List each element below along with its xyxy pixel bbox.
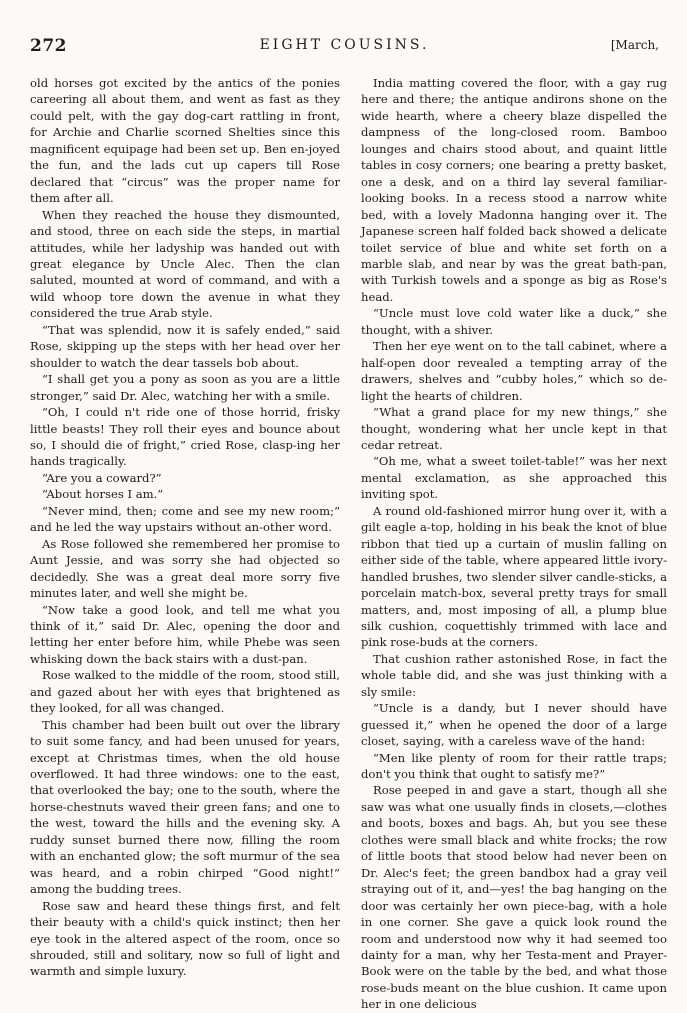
paragraph: “Now take a good look, and tell me what you think of it,” said Dr. Alec, opening the door and letting her enter before him, while Phebe was seen whisking down the back stairs with a dust-pan. (30, 602, 340, 666)
paragraph: As Rose followed she remembered her promise to Aunt Jessie, and was sorry she had objected so decidedly. She was a great deal more sorry five minutes later, and well she might be. (30, 536, 340, 601)
paragraph: old horses got excited by the antics of the ponies careering all about them, and went as fast as they could pelt, with the gay dog-cart rattling in front, for Archie and Charlie scorned Shelties since this magnificent equipage had been set up. Ben en-joyed the fun, and the lads cut up capers till Rose declared that “circus” was the proper name for them after all. (30, 76, 340, 206)
paragraph: “What a grand place for my new things,” she thought, wondering what her uncle kept in that cedar retreat. (361, 405, 667, 452)
paragraph: India matting covered the floor, with a gay rug here and there; the antique andirons shone on the wide hearth, where a cheery blaze dispelled the dampness of the long-closed room. Bamboo lounges and chairs stood about, and quaint little tables in cosy corners; one bearing a pretty basket, one a desk, and on a third lay several familiar-looking books. In a recess stood a narrow white bed, with a lovely Madonna hanging over it. The Japanese screen half folded back showed a delicate toilet service of blue and white set forth on a marble slab, and near by was the great bath-pan, with Turkish towels and a sponge as big as Rose's head. (361, 76, 667, 304)
page-number: 272 (30, 36, 67, 56)
paragraph: “I shall get you a pony as soon as you are a little stronger,” said Dr. Alec, watching her with a smile. (30, 372, 340, 403)
paragraph: “Uncle must love cold water like a duck,” she thought, with a shiver. (361, 306, 667, 337)
paragraph: “Men like plenty of room for their rattle traps; don't you think that ought to satisfy me?” (361, 750, 667, 782)
paragraph: “Uncle is a dandy, but I never should have guessed it,” when he opened the door of a large closet, saying, with a careless wave of the hand: (361, 701, 667, 749)
paragraph: “About horses I am.” (42, 487, 164, 502)
running-title: EIGHT COUSINS. (259, 37, 430, 53)
paragraph: “Oh, I could n't ride one of those horrid, frisky little beasts! They roll their eyes and bounce about so, I should die of fright,” cried Rose, clasp-ing her hands tragically. (30, 405, 340, 469)
paragraph: Then her eye went on to the tall cabinet, where a half-open door revealed a tempting array of the drawers, shelves and “cubby holes,” which so de-light the hearts of children. (361, 339, 667, 403)
paragraph: That cushion rather astonished Rose, in fact the whole table did, and she was just thinking with a sly smile: (361, 651, 667, 699)
right-column (361, 75, 667, 1013)
issue-month: [March, (610, 38, 659, 52)
paragraph: “That was splendid, now it is safely ended,” said Rose, skipping up the steps with her head over her shoulder to watch the dear tassels bob about. (30, 322, 340, 370)
paragraph: “Oh me, what a sweet toilet-table!” was her next mental exclamation, as she approached this inviting spot. (361, 454, 667, 502)
paragraph: When they reached the house they dismounted, and stood, three on each side the steps, in martial attitudes, while her ladyship was handed out with great elegance by Uncle Alec. Then the clan saluted, mounted at word of command, and with a wild whoop tore down the avenue in what they considered the true Arab style. (30, 207, 340, 321)
paragraph: “Never mind, then; come and see my new room;” and he led the way upstairs without an-other word. (30, 503, 340, 535)
page-header (30, 36, 659, 70)
paragraph: “Are you a coward?” (42, 470, 162, 485)
left-column (30, 75, 340, 980)
paragraph: Rose peeped in and gave a start, though all she saw was what one usually finds in closets,—clothes and boots, boxes and bags. Ah, but you see these clothes were small black and white frocks; the row of little boots that stood below had never been on Dr. Alec's feet; the green bandbox had a gray veil straying out of it, and—yes! the bag hanging on the door was certainly her own piece-bag, with a hole in one corner. She gave a quick look round the room and understood now why it had seemed too dainty for a man, why her Testa-ment and Prayer-Book were on the table by the bed, and what those rose-buds meant on the blue cushion. It came upon her in one delicious (361, 783, 667, 1012)
paragraph: A round old-fashioned mirror hung over it, with a gilt eagle a-top, holding in his beak the knot of blue ribbon that tied up a curtain of muslin falling on either side of the table, where appeared little ivory-handled brushes, two slender silver candle-sticks, a porcelain match-box, several pretty trays for small matters, and, most imposing of all, a plump blue silk cushion, coquettishly trimmed with lace and pink rose-buds at the corners. (361, 503, 667, 650)
paragraph: Rose walked to the middle of the room, stood still, and gazed about her with eyes that brightened as they looked, for all was changed. (30, 668, 340, 716)
paragraph: Rose saw and heard these things first, and felt their beauty with a child's quick instinct; then her eye took in the altered aspect of the room, once so shrouded, still and solitary, now so full of light and warmth and simple luxury. (30, 898, 340, 979)
paragraph: This chamber had been built out over the library to suit some fancy, and had been unused for years, except at Christmas times, when the old house overflowed. It had three windows: one to the east, that overlooked the bay; one to the south, where the horse-chestnuts waved their green fans; and one to the west, toward the hills and the evening sky. A ruddy sunset burned there now, filling the room with an enchanted glow; the soft murmur of the sea was heard, and a robin chirped “Good night!” among the budding trees. (30, 717, 340, 897)
